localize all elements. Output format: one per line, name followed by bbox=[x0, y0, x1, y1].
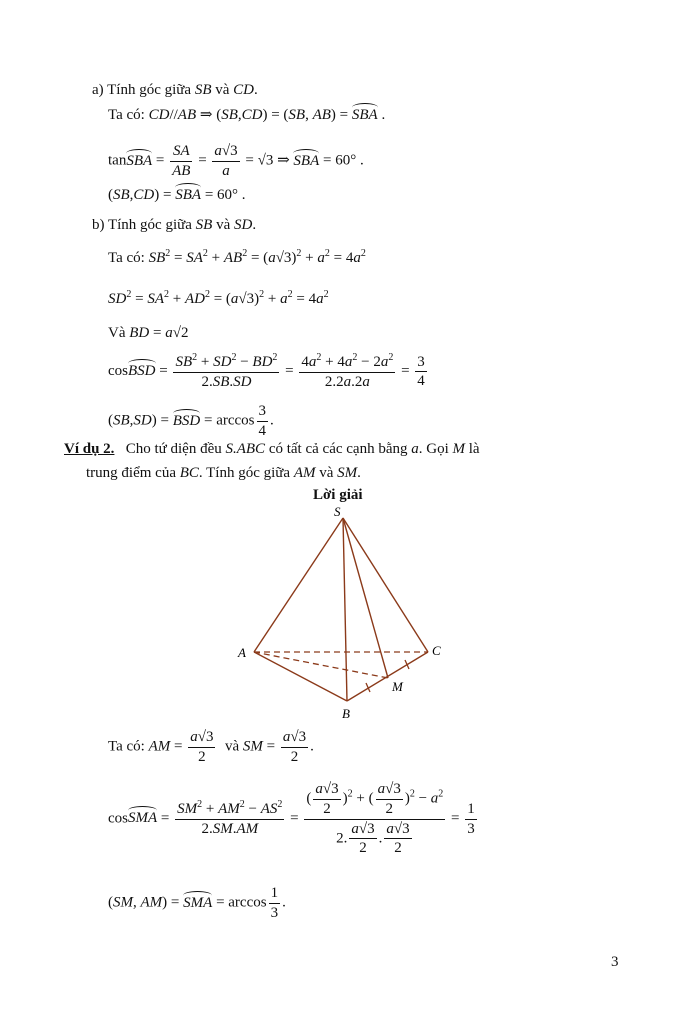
part-b-line5: (SB,SD) = BSD = arccos $\frac{3}{4}$ . bbox=[108, 403, 274, 439]
example2-label: Ví dụ 2. bbox=[64, 441, 115, 457]
part-b-line3: Và BD = a√2 bbox=[108, 325, 189, 341]
edge-SM bbox=[343, 518, 388, 678]
page-number: 3 bbox=[611, 954, 619, 970]
part-b-line2: $SD^2 = SA^2 + AD^2 = (a√3)^2 + a^2 = 4a^2$ bbox=[108, 289, 329, 307]
solution-title: Lời giải bbox=[313, 487, 363, 503]
part-a-heading: a) Tính góc giữa SB và CD. bbox=[92, 82, 258, 98]
edge-BC bbox=[347, 652, 428, 701]
solid-edges bbox=[254, 518, 428, 701]
part-b-line1: Ta có: $SB^2 = SA^2 + AB^2 = (a√3)^2 + a^2 = 4a^2$ bbox=[108, 248, 366, 266]
label-B: B bbox=[342, 706, 350, 721]
part-a-line1: Ta có: CD//AB ⇒ (SB,CD) = (SB, AB) = SBA . bbox=[108, 107, 386, 123]
part-a-line2: tanSBA = $\frac{SA}{AB}$ = $\frac{a√3}{a}$ = √3 ⇒ SBA = 60° . bbox=[108, 143, 364, 179]
label-S: S bbox=[334, 504, 341, 519]
part-a-line3: (SB,CD) = SBA = 60° . bbox=[108, 187, 246, 203]
edge-SA bbox=[254, 518, 343, 652]
label-M: M bbox=[392, 679, 403, 694]
part-b-line4: cosBSD = $\frac{SB^2 + SD^2 - BD^2}{2.SB.SD}$ = $\frac{4a^2 + 4a^2 - 2a^2}{2.2a.2a}$ = $\frac{3}{4}$ bbox=[108, 352, 425, 390]
edge-SB bbox=[343, 518, 347, 701]
edge-AB bbox=[254, 652, 347, 701]
edge-SC bbox=[343, 518, 428, 652]
solution-line1: Ta có: AM = $\frac{a√3}{2}$ và SM = $\frac{a√3}{2}$ . bbox=[108, 729, 314, 765]
part-b-heading: b) Tính góc giữa SB và SD. bbox=[92, 217, 257, 233]
example2-line2: trung điểm của BC. Tính góc giữa AM và SM. bbox=[86, 465, 361, 481]
solution-line3: (SM, AM) = SMA = arccos $\frac{1}{3}$ . bbox=[108, 885, 286, 921]
tetrahedron-figure bbox=[0, 500, 683, 730]
label-C: C bbox=[432, 643, 441, 658]
solution-line2: cosSMA = $\frac{SM^2 + AM^2 - AS^2}{2.SM.AM}$ = ( $\frac{a√3}{2}$ )$^2$ + ( $\frac{a√3}{2}$ )$^2 - a^2$ 2. $\frac{a√3}{2}$ . $\frac{a√3}{2}$ = $\frac{1}{3}$ bbox=[108, 781, 475, 857]
edge-AM bbox=[254, 652, 388, 678]
example2-line1: Ví dụ 2. Cho tứ diện đều S.ABC có tất cả các cạnh bằng a. Gọi M là bbox=[64, 441, 480, 457]
label-A: A bbox=[238, 645, 246, 660]
